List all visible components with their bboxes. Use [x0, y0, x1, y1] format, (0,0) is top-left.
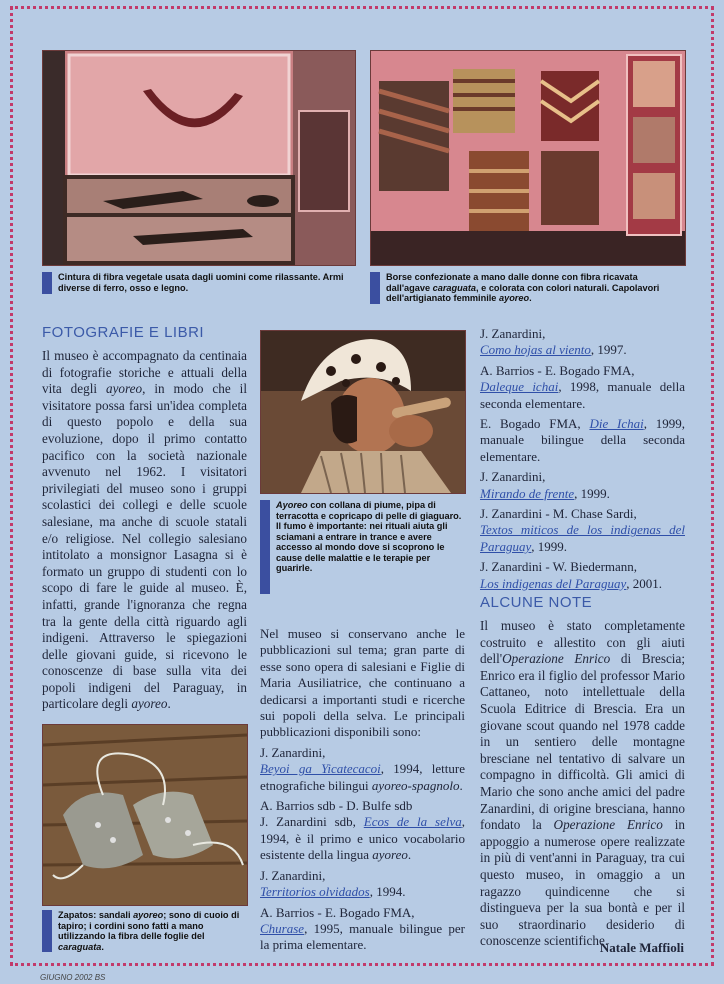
publication-item: E. Bogado FMA, Die Ichai, 1999, manuale bilingue della seconda elementare.: [480, 416, 686, 464]
photo-woven-bags: [370, 50, 686, 266]
page-footer: GIUGNO 2002 BS: [40, 973, 106, 982]
caption-text: Zapatos: sandali ayoreo; sono di cuoio di tapiro; i cordini sono fatti a mano utilizzando la fibra delle foglie del caraguata.: [58, 910, 240, 952]
middle-column-publications: [260, 626, 465, 958]
dotted-border-right: [711, 6, 714, 966]
photo-ayoreo-man-pipe: [260, 330, 466, 494]
publication-item: J. Zanardini - M. Chase Sardi, Textos miticos de los indigenas del Paraguay, 1999.: [480, 506, 685, 554]
dotted-border-left: [10, 6, 13, 966]
publication-item: J. Zanardini, Mirando de frente, 1999.: [480, 469, 610, 501]
caption-text: Cintura di fibra vegetale usata dagli uomini come rilassante. Armi diverse di ferro, osso e legno.: [58, 272, 344, 293]
photo-ayoreo-sandals: [42, 724, 248, 906]
caption-photo-display-case: [42, 272, 354, 293]
caption-photo-ayoreo-man: [260, 500, 464, 574]
section-body-alcune-note: Il museo è stato completamente costruito e allestito con gli aiuti dell'Operazione Enrico di Brescia; Enrico era il figlio del professor Mario Cattaneo, noto intellettuale della Scuola Editrice di Brescia. Era un giovane scout quando nel 1978 cadde in un sentiero delle montagne bresciane nel tentativo di salvare un compagno in difficoltà. Gli amici di Mario che sono anche amici del padre Zanardini, di origine bresciana, hanno fondato la Operazione Enrico in appoggio a numerose opere realizzate in più di vent'anni in Paraguay, tra cui questo museo, in omaggio a un ragazzo quindicenne che si distingueva per la sua bontà e per il suo straordinario desiderio di conoscenze scientifiche.: [480, 618, 685, 949]
publication-item: A. Barrios - E. Bogado FMA, Daleque ichai, 1998, manuale della seconda elementare.: [480, 362, 685, 411]
caption-marker: [260, 500, 270, 594]
publication-item: A. Barrios - E. Bogado FMA, Churase, 1995, manuale bilingue per la prima elementare.: [260, 904, 465, 953]
publication-item: J. Zanardini - W. Biedermann, Los indigenas del Paraguay, 2001.: [480, 559, 662, 591]
caption-photo-woven-bags: [370, 272, 684, 304]
caption-marker: [42, 910, 52, 952]
caption-text: Ayoreo con collana di piume, pipa di terracotta e copricapo di pelle di giaguaro. Il fumo è importante: nei rituali aiuta gli sciamani a entrare in trance e avere accesso al mondo dove si scoprono le cause delle malattie e le terapie per guarirle.: [276, 500, 462, 573]
publications-intro: Nel museo si conservano anche le pubblicazioni sul tema; gran parte di esse sono opera di salesiani e Figlie di Maria Ausiliatrice, che continuano a dedicarsi a importanti studi e ricerche sui popoli della selva. Le principali pubblicazioni disponibili sono:: [260, 626, 465, 740]
caption-marker: [42, 272, 52, 294]
author-signature: Natale Maffioli: [599, 940, 684, 955]
right-column-publications: [480, 326, 685, 596]
publication-item: J. Zanardini, Territorios olvidados, 1994.: [260, 867, 406, 900]
publication-item: J. Zanardini, Como hojas al viento, 1997.: [480, 326, 627, 358]
caption-marker: [370, 272, 380, 304]
dotted-border-top: [10, 6, 714, 9]
publication-item: A. Barrios sdb - D. Bulfe sdb J. Zanardini sdb, Ecos de la selva, 1994, è il primo e unico vocabolario esistente della lingua ayoreo.: [260, 798, 465, 863]
section-body-fotografie: Il museo è accompagnato da centinaia di fotografie storiche e attuali della vita degli ayoreo, in modo che il visitatore possa farsi un'idea completa di questo popolo e della sua evoluzione, dopo il primo contatto pacifico con la società nazionale avvenuto nel 1962. I visitatori privilegiati del museo sono i gruppi scolastici dei collegi e delle scuole salesiane, ma anche di scuole statali e/o religiose. Nel collegio salesiano intitolato a monsignor Lasagna si è formato un gruppo di studenti con lo scopo di fare le guide al museo. È, infatti, grande l'ignoranza che regna tra la gente della città riguardo agli indigeni. Attraverso le spiegazioni delle giovani guide, si ricevono le conoscenze di base sulla vita dei popoli indigeni del Paraguay, in particolare degli ayoreo.: [42, 348, 247, 712]
publication-item: J. Zanardini, Beyoi ga Yicatecacoi, 1994, letture etnografiche bilingui ayoreo-spagnolo.: [260, 744, 465, 793]
photo-display-case: [42, 50, 356, 266]
dotted-border-bottom: [10, 963, 714, 966]
section-title-alcune-note: ALCUNE NOTE: [480, 594, 593, 611]
section-title-fotografie: FOTOGRAFIE E LIBRI: [42, 324, 205, 341]
caption-text: Borse confezionate a mano dalle donne con fibra ricavata dall'agave caraguata, e colorata con colori naturali. Capolavori dell'artigianato femminile ayoreo.: [386, 272, 660, 303]
caption-photo-sandals: [42, 910, 246, 952]
